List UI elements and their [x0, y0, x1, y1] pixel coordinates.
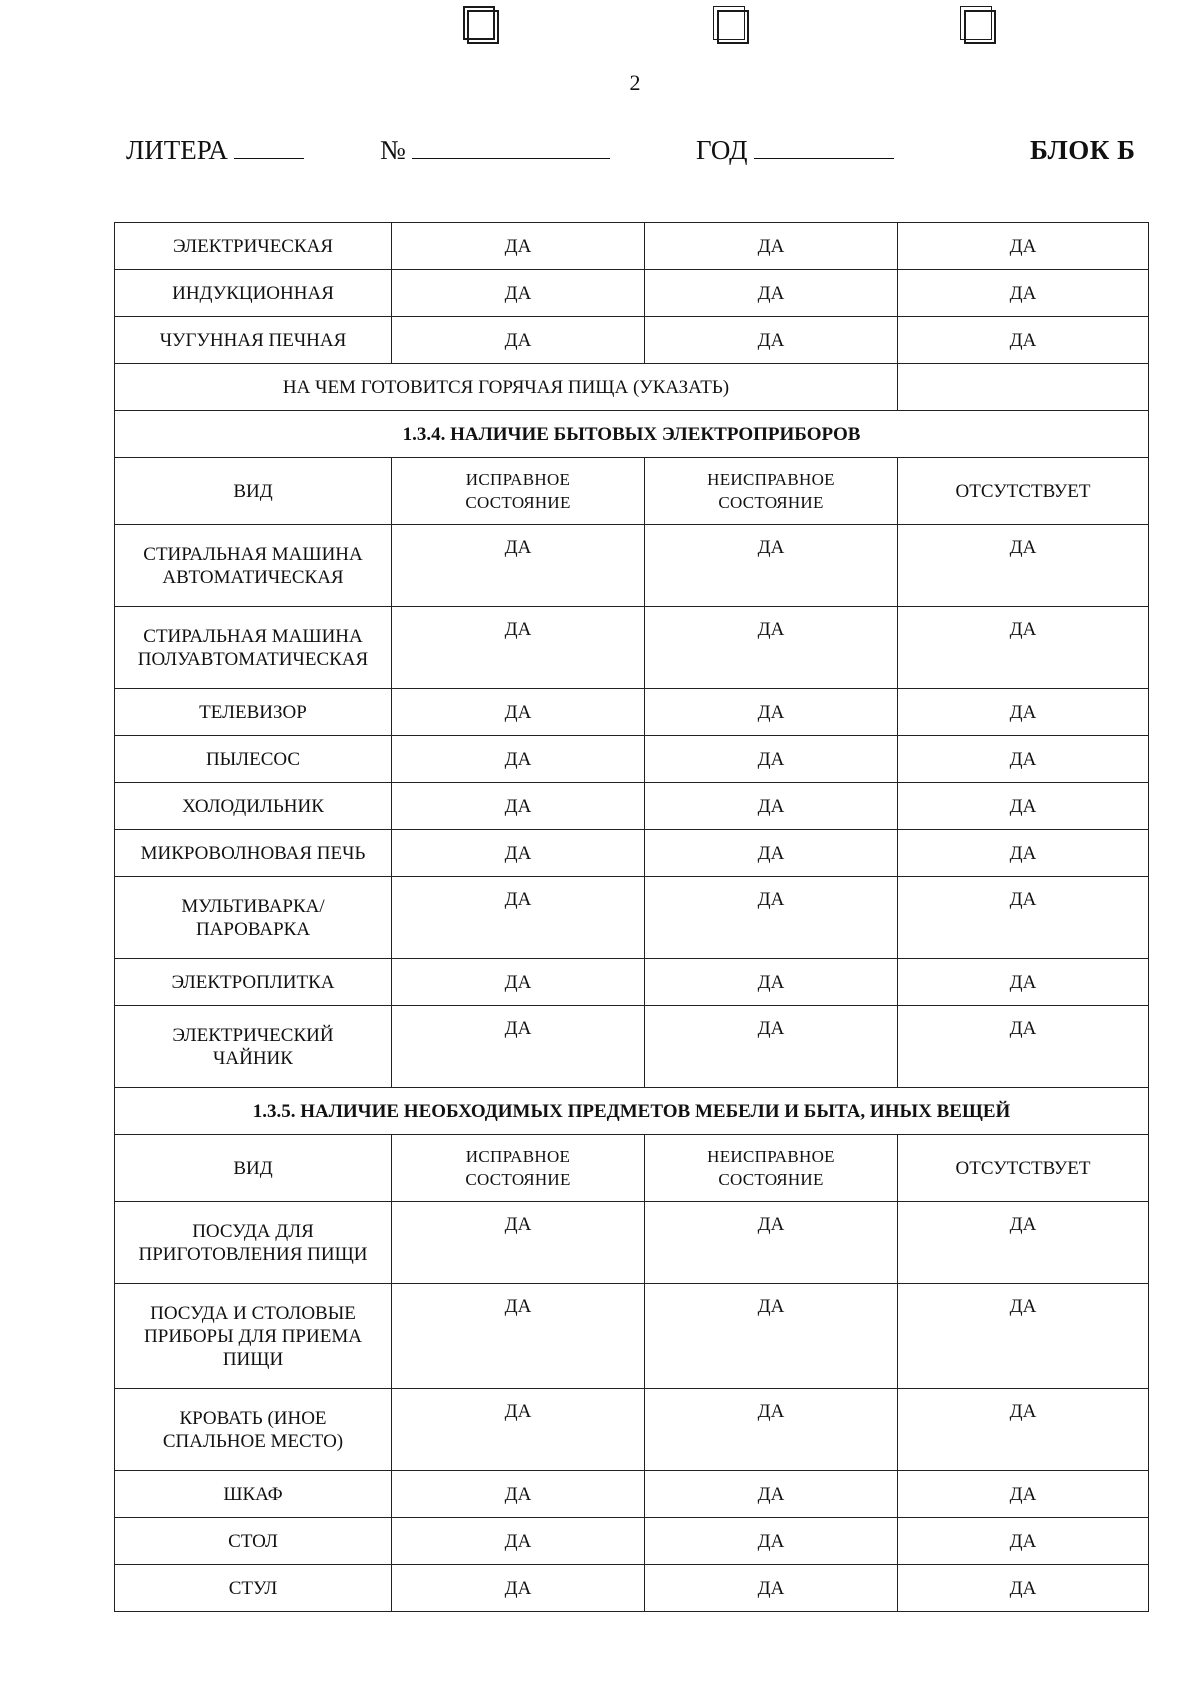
item-name: ПОСУДА ДЛЯ ПРИГОТОВЛЕНИЯ ПИЩИ: [115, 1202, 392, 1284]
item-name: ПОСУДА И СТОЛОВЫЕ ПРИБОРЫ ДЛЯ ПРИЕМА ПИЩИ: [115, 1284, 392, 1389]
option-absent[interactable]: ДА: [898, 1006, 1149, 1088]
item-name: СТУЛ: [115, 1565, 392, 1612]
option-absent[interactable]: ДА: [898, 689, 1149, 736]
table-row: [115, 783, 1149, 830]
option-broken[interactable]: ДА: [645, 1471, 898, 1518]
option-absent[interactable]: ДА: [898, 877, 1149, 959]
option-working[interactable]: ДА: [392, 1006, 645, 1088]
option-working[interactable]: ДА: [392, 736, 645, 783]
hot-food-question: НА ЧЕМ ГОТОВИТСЯ ГОРЯЧАЯ ПИЩА (УКАЗАТЬ): [115, 364, 898, 411]
table-row: [115, 1565, 1149, 1612]
section-title-1-3-4: 1.3.4. НАЛИЧИЕ БЫТОВЫХ ЭЛЕКТРОПРИБОРОВ: [115, 411, 1149, 458]
item-name: СТИРАЛЬНАЯ МАШИНА ПОЛУАВТОМАТИЧЕСКАЯ: [115, 607, 392, 689]
litera-blank[interactable]: [234, 136, 304, 159]
year-blank[interactable]: [754, 136, 894, 159]
option-working[interactable]: ДА: [392, 525, 645, 607]
option-broken[interactable]: ДА: [645, 830, 898, 877]
item-name: МИКРОВОЛНОВАЯ ПЕЧЬ: [115, 830, 392, 877]
option-absent[interactable]: ДА: [898, 783, 1149, 830]
table-row: [115, 270, 1149, 317]
hot-food-answer-field[interactable]: [898, 364, 1149, 411]
column-header-row: [115, 458, 1149, 525]
table-row: [115, 1284, 1149, 1389]
option-broken[interactable]: ДА: [645, 783, 898, 830]
number-field[interactable]: [380, 135, 610, 166]
item-name: ЧУГУННАЯ ПЕЧНАЯ: [115, 317, 392, 364]
option-working[interactable]: ДА: [392, 1284, 645, 1389]
page-number: 2: [629, 70, 641, 95]
table-row: [115, 525, 1149, 607]
year-field[interactable]: [696, 135, 894, 166]
option-absent[interactable]: ДА: [898, 1518, 1149, 1565]
table-row: [115, 689, 1149, 736]
option-broken[interactable]: ДА: [645, 270, 898, 317]
option-absent[interactable]: ДА: [898, 1284, 1149, 1389]
option-working[interactable]: ДА: [392, 1202, 645, 1284]
section-title-1-3-5: 1.3.5. НАЛИЧИЕ НЕОБХОДИМЫХ ПРЕДМЕТОВ МЕБЕЛИ И БЫТА, ИНЫХ ВЕЩЕЙ: [115, 1088, 1149, 1135]
option-absent[interactable]: ДА: [898, 830, 1149, 877]
option-working[interactable]: ДА: [392, 877, 645, 959]
option-working[interactable]: ДА: [392, 1565, 645, 1612]
year-label: ГОД: [696, 135, 748, 165]
option-absent[interactable]: ДА: [898, 525, 1149, 607]
option-absent[interactable]: ДА: [898, 317, 1149, 364]
registration-mark-left-icon: [463, 6, 499, 44]
option-absent[interactable]: ДА: [898, 223, 1149, 270]
option-broken[interactable]: ДА: [645, 1518, 898, 1565]
table-row: [115, 607, 1149, 689]
column-header-broken: НЕИСПРАВНОЕ СОСТОЯНИЕ: [645, 1135, 898, 1202]
option-broken[interactable]: ДА: [645, 223, 898, 270]
option-working[interactable]: ДА: [392, 830, 645, 877]
option-working[interactable]: ДА: [392, 689, 645, 736]
option-broken[interactable]: ДА: [645, 1202, 898, 1284]
option-broken[interactable]: ДА: [645, 877, 898, 959]
option-absent[interactable]: ДА: [898, 1471, 1149, 1518]
option-broken[interactable]: ДА: [645, 607, 898, 689]
table-row: [115, 1202, 1149, 1284]
option-working[interactable]: ДА: [392, 1471, 645, 1518]
table-row: [115, 1389, 1149, 1471]
item-name: КРОВАТЬ (ИНОЕ СПАЛЬНОЕ МЕСТО): [115, 1389, 392, 1471]
table-row: [115, 877, 1149, 959]
option-working[interactable]: ДА: [392, 1518, 645, 1565]
table-row: [115, 1006, 1149, 1088]
survey-table: [114, 222, 1149, 1612]
table-row: [115, 1471, 1149, 1518]
option-absent[interactable]: ДА: [898, 1565, 1149, 1612]
option-working[interactable]: ДА: [392, 959, 645, 1006]
item-name: ЭЛЕКТРИЧЕСКИЙ ЧАЙНИК: [115, 1006, 392, 1088]
option-broken[interactable]: ДА: [645, 736, 898, 783]
table-row: [115, 1518, 1149, 1565]
option-absent[interactable]: ДА: [898, 736, 1149, 783]
option-broken[interactable]: ДА: [645, 1284, 898, 1389]
option-broken[interactable]: ДА: [645, 689, 898, 736]
column-header-broken: НЕИСПРАВНОЕ СОСТОЯНИЕ: [645, 458, 898, 525]
option-absent[interactable]: ДА: [898, 959, 1149, 1006]
column-header-absent: ОТСУТСТВУЕТ: [898, 458, 1149, 525]
item-name: МУЛЬТИВАРКА/ ПАРОВАРКА: [115, 877, 392, 959]
table-row: [115, 736, 1149, 783]
option-absent[interactable]: ДА: [898, 607, 1149, 689]
option-absent[interactable]: ДА: [898, 270, 1149, 317]
item-name: ШКАФ: [115, 1471, 392, 1518]
option-broken[interactable]: ДА: [645, 1389, 898, 1471]
option-absent[interactable]: ДА: [898, 1202, 1149, 1284]
registration-mark-right-icon: [960, 6, 996, 44]
litera-label: ЛИТЕРА: [126, 135, 228, 165]
table-row: [115, 317, 1149, 364]
column-header-absent: ОТСУТСТВУЕТ: [898, 1135, 1149, 1202]
option-broken[interactable]: ДА: [645, 1565, 898, 1612]
table-row: [115, 959, 1149, 1006]
registration-mark-center-icon: [713, 6, 749, 44]
option-working[interactable]: ДА: [392, 783, 645, 830]
option-broken[interactable]: ДА: [645, 317, 898, 364]
option-working[interactable]: ДА: [392, 607, 645, 689]
number-label: №: [380, 135, 406, 165]
block-label: БЛОК Б: [1030, 135, 1136, 165]
option-working[interactable]: ДА: [392, 1389, 645, 1471]
table-row: [115, 830, 1149, 877]
column-header-type: ВИД: [115, 1135, 392, 1202]
item-name: СТОЛ: [115, 1518, 392, 1565]
registration-marks: [0, 6, 1200, 50]
item-name: ИНДУКЦИОННАЯ: [115, 270, 392, 317]
table-row: [115, 223, 1149, 270]
option-broken[interactable]: ДА: [645, 1006, 898, 1088]
section-heading-row: [115, 1088, 1149, 1135]
number-blank[interactable]: [412, 136, 610, 159]
option-broken[interactable]: ДА: [645, 525, 898, 607]
item-name: ХОЛОДИЛЬНИК: [115, 783, 392, 830]
column-header-working: ИСПРАВНОЕ СОСТОЯНИЕ: [392, 1135, 645, 1202]
column-header-type: ВИД: [115, 458, 392, 525]
option-broken[interactable]: ДА: [645, 959, 898, 1006]
item-name: ЭЛЕКТРИЧЕСКАЯ: [115, 223, 392, 270]
hot-food-row: [115, 364, 1149, 411]
item-name: ТЕЛЕВИЗОР: [115, 689, 392, 736]
form-header: [0, 135, 1200, 175]
column-header-working: ИСПРАВНОЕ СОСТОЯНИЕ: [392, 458, 645, 525]
item-name: СТИРАЛЬНАЯ МАШИНА АВТОМАТИЧЕСКАЯ: [115, 525, 392, 607]
section-heading-row: [115, 411, 1149, 458]
option-working[interactable]: ДА: [392, 270, 645, 317]
item-name: ПЫЛЕСОС: [115, 736, 392, 783]
item-name: ЭЛЕКТРОПЛИТКА: [115, 959, 392, 1006]
option-working[interactable]: ДА: [392, 317, 645, 364]
column-header-row: [115, 1135, 1149, 1202]
litera-field[interactable]: [126, 135, 304, 166]
option-absent[interactable]: ДА: [898, 1389, 1149, 1471]
option-working[interactable]: ДА: [392, 223, 645, 270]
